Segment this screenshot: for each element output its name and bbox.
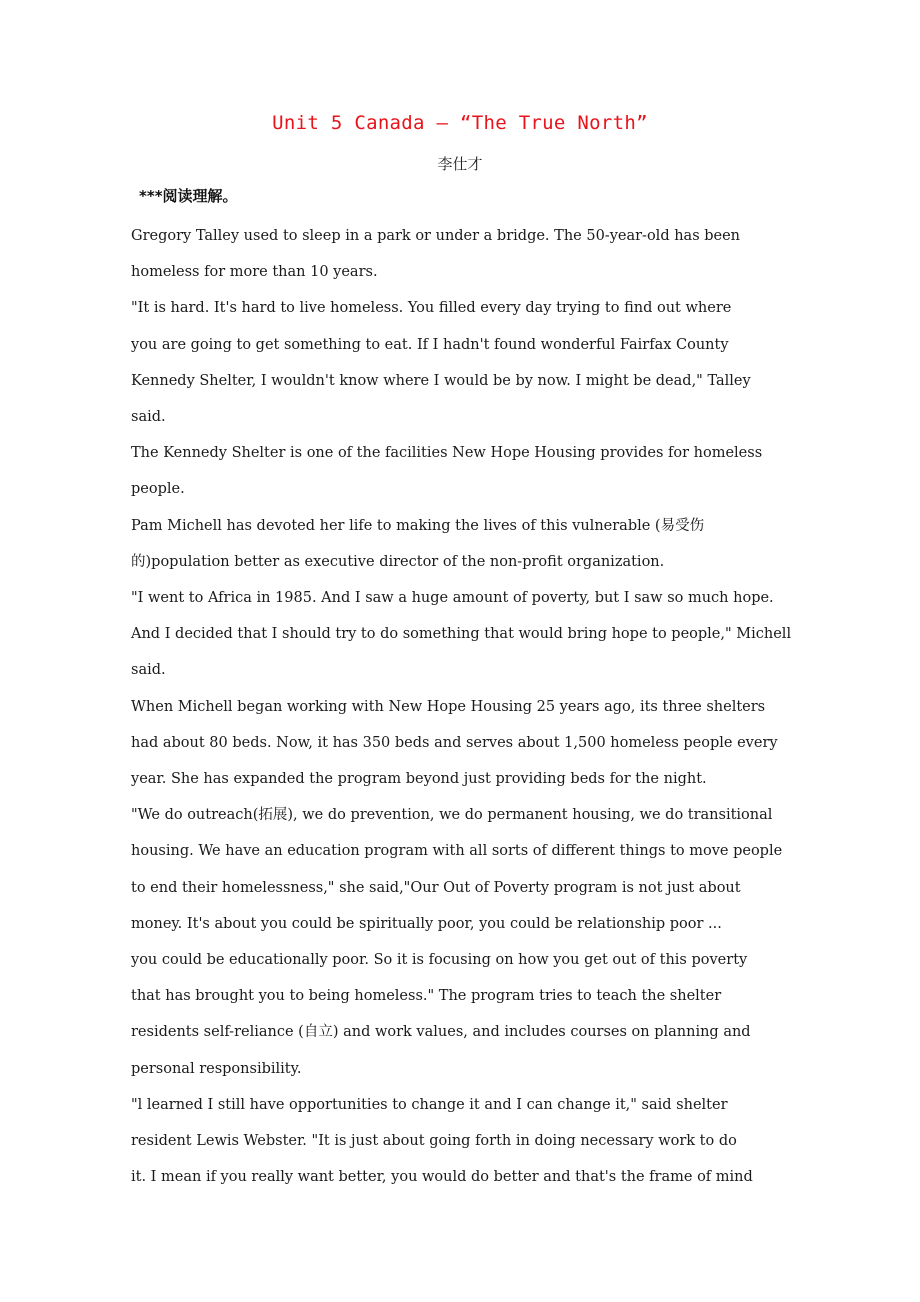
passage-line: housing. We have an education program with all sorts of different things to move people xyxy=(131,843,783,860)
passage-line: people. xyxy=(131,481,185,498)
passage-line: "I went to Africa in 1985. And I saw a huge amount of poverty, but I saw so much hope. xyxy=(131,590,774,606)
passage-line: "l learned I still have opportunities to change it and I can change it," said shelter xyxy=(131,1096,728,1113)
passage-line: money. It's about you could be spiritually poor, you could be relationship poor ... xyxy=(131,915,722,932)
passage-line: "We do outreach(拓展), we do prevention, we do permanent housing, we do transitional xyxy=(131,807,773,824)
passage-line: 的)population better as executive director of the non-profit organization. xyxy=(131,553,665,570)
section-label: ***阅读理解。 xyxy=(139,187,238,205)
passage-line: it. I mean if you really want better, you would do better and that's the frame of mind xyxy=(131,1169,753,1186)
passage-line: homeless for more than 10 years. xyxy=(131,264,378,281)
passage-line: personal responsibility. xyxy=(131,1060,302,1077)
passage-line: When Michell began working with New Hope Housing 25 years ago, its three shelters xyxy=(131,698,766,715)
passage-line: Gregory Talley used to sleep in a park or under a bridge. The 50-year-old has been xyxy=(131,228,741,244)
passage-line: And I decided that I should try to do something that would bring hope to people," Michell xyxy=(131,626,792,643)
passage-line: that has brought you to being homeless." The program tries to teach the shelter xyxy=(131,988,722,1005)
author-name: 李仕才 xyxy=(437,155,483,173)
passage-line: you could be educationally poor. So it is focusing on how you get out of this poverty xyxy=(131,952,748,968)
passage-line: resident Lewis Webster. "It is just about going forth in doing necessary work to do xyxy=(131,1133,737,1149)
passage-line: Pam Michell has devoted her life to making the lives of this vulnerable (易受伤 xyxy=(131,517,705,534)
document-title: Unit 5 Canada – “The True North” xyxy=(272,112,648,134)
passage-line: to end their homelessness," she said,"Our Out of Poverty program is not just about xyxy=(131,879,741,896)
passage-line: had about 80 beds. Now, it has 350 beds and serves about 1,500 homeless people every xyxy=(131,734,778,751)
passage-line: The Kennedy Shelter is one of the facilities New Hope Housing provides for homeless xyxy=(131,445,763,462)
passage-line: said. xyxy=(131,409,166,425)
passage-line: Kennedy Shelter, I wouldn't know where I would be by now. I might be dead," Talley xyxy=(131,372,751,389)
passage-line: "It is hard. It's hard to live homeless. You filled every day trying to find out where xyxy=(131,300,732,317)
passage-line: said. xyxy=(131,662,166,679)
passage-line: you are going to get something to eat. If I hadn't found wonderful Fairfax County xyxy=(131,336,729,353)
passage-line: residents self-reliance (自立) and work values, and includes courses on planning and xyxy=(131,1024,751,1041)
passage-line: year. She has expanded the program beyond just providing beds for the night. xyxy=(131,771,707,787)
